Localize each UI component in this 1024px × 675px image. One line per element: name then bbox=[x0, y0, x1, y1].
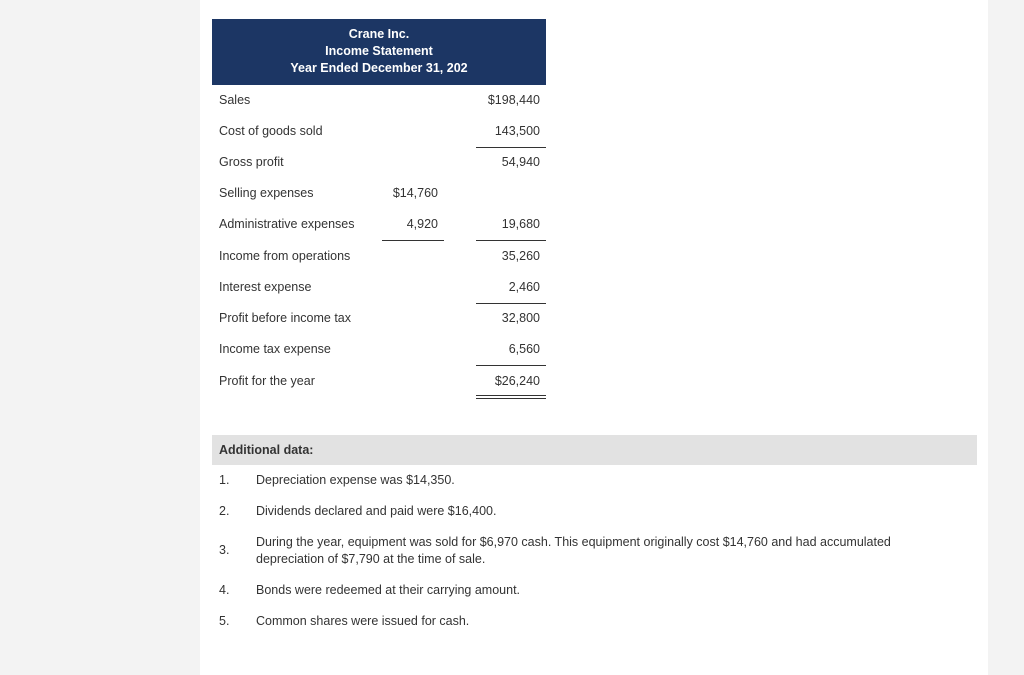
row-label-cogs: Cost of goods sold bbox=[219, 124, 323, 138]
note-text: Bonds were redeemed at their carrying amount. bbox=[256, 583, 521, 597]
row-amount-interest-expense: 2,460 bbox=[508, 280, 540, 294]
row-label-sales: Sales bbox=[219, 93, 251, 107]
row-amount-gross-profit: 54,940 bbox=[501, 155, 540, 169]
row-amount-sales: $198,440 bbox=[487, 93, 540, 107]
double-underline-profit-for-year bbox=[476, 395, 546, 399]
statement-title: Income Statement bbox=[325, 44, 433, 58]
row-label-gross-profit: Gross profit bbox=[219, 155, 284, 169]
row-amount-selling-expenses: $14,760 bbox=[392, 186, 438, 200]
underline-interest-expense bbox=[476, 303, 546, 304]
row-amount-total-expenses: 19,680 bbox=[501, 217, 540, 231]
row-amount-admin-expenses: 4,920 bbox=[406, 217, 438, 231]
row-amount-income-tax-expense: 6,560 bbox=[508, 342, 540, 356]
note-number: 1. bbox=[219, 473, 230, 487]
row-label-admin-expenses: Administrative expenses bbox=[219, 217, 355, 231]
note-number: 3. bbox=[219, 543, 230, 557]
row-amount-profit-before-tax: 32,800 bbox=[501, 311, 540, 325]
note-text: Dividends declared and paid were $16,400. bbox=[256, 504, 497, 518]
note-number: 4. bbox=[219, 583, 230, 597]
row-amount-profit-for-year: $26,240 bbox=[494, 374, 540, 388]
note-number: 5. bbox=[219, 614, 230, 628]
statement-header bbox=[212, 19, 546, 85]
row-label-interest-expense: Interest expense bbox=[219, 280, 312, 294]
note-number: 2. bbox=[219, 504, 230, 518]
company-name: Crane Inc. bbox=[348, 27, 410, 41]
row-amount-income-from-operations: 35,260 bbox=[501, 249, 540, 263]
underline-cogs bbox=[476, 147, 546, 148]
note-text: Common shares were issued for cash. bbox=[256, 614, 470, 628]
underline-admin-expenses bbox=[382, 240, 444, 241]
row-label-profit-before-tax: Profit before income tax bbox=[219, 311, 352, 325]
additional-data-header bbox=[212, 435, 977, 465]
row-label-selling-expenses: Selling expenses bbox=[219, 186, 314, 200]
document-page bbox=[200, 0, 988, 675]
row-label-income-from-operations: Income from operations bbox=[219, 249, 351, 263]
underline-total-expenses bbox=[476, 240, 546, 241]
note-text: During the year, equipment was sold for $6,970 cash. This equipment originally cost $14,760 and had accumulated depreciation of $7,790 at the time of sale. bbox=[256, 535, 891, 566]
additional-data-title: Additional data: bbox=[219, 443, 314, 457]
underline-income-tax-expense bbox=[476, 365, 546, 366]
statement-period: Year Ended December 31, 202 bbox=[290, 61, 468, 75]
note-text: Depreciation expense was $14,350. bbox=[256, 473, 455, 487]
row-label-profit-for-year: Profit for the year bbox=[219, 374, 315, 388]
row-amount-cogs: 143,500 bbox=[494, 124, 540, 138]
row-label-income-tax-expense: Income tax expense bbox=[219, 342, 331, 356]
